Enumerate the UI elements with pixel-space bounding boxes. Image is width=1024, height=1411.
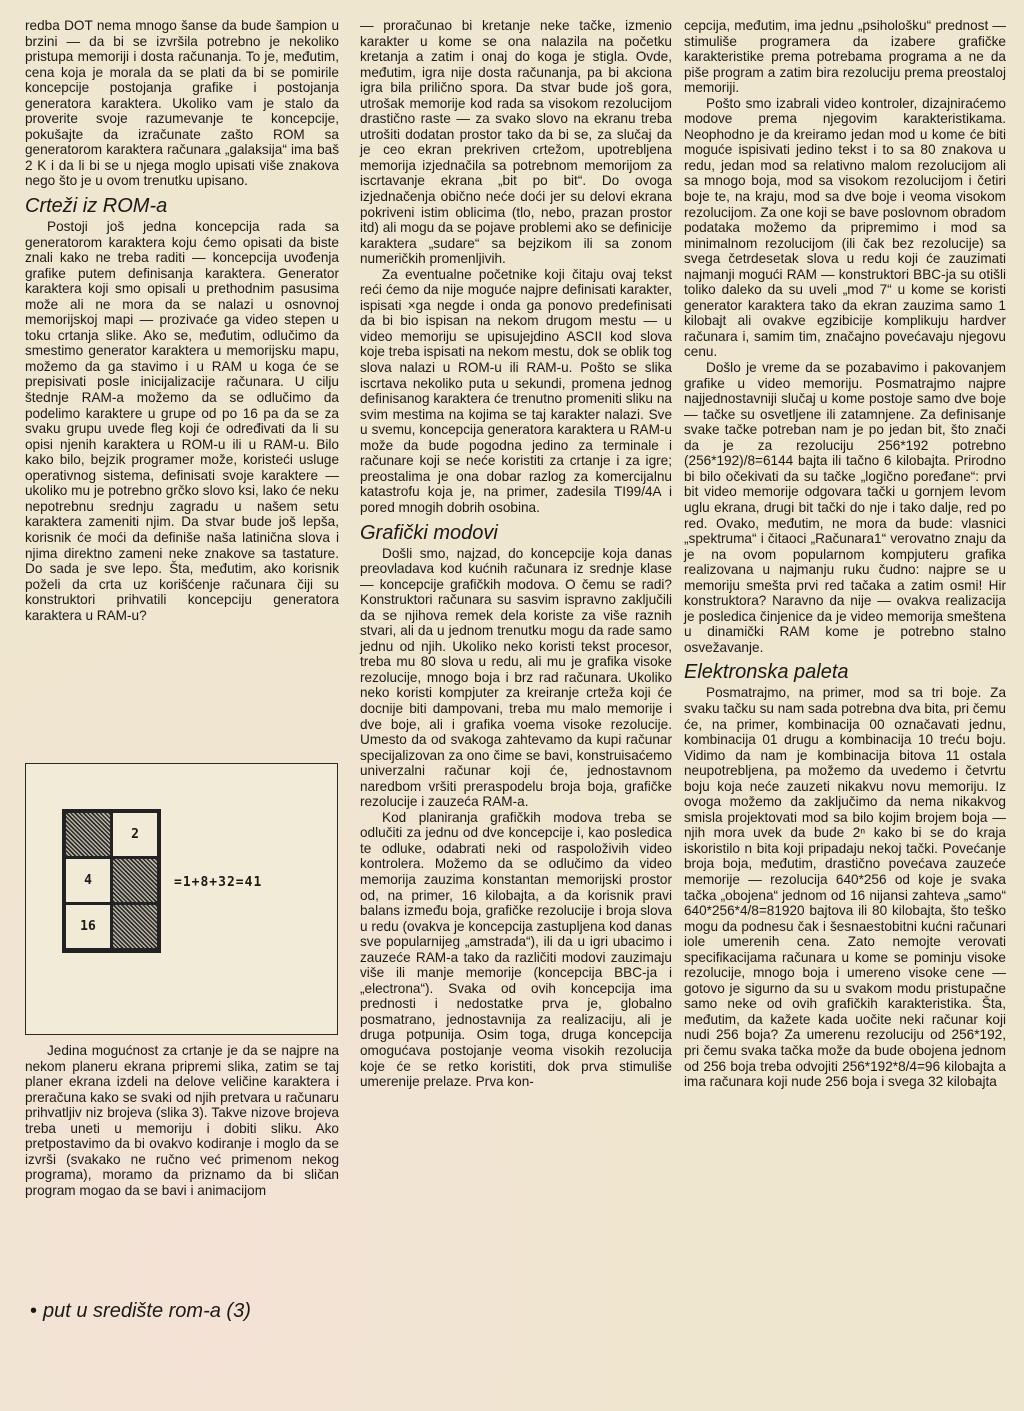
paragraph: redba DOT nema mnogo šanse da bude šampion u brzini — da bi se izvršila potrebno je nekoliko pristupa memoriji i dosta računanja. To je, međutim, cena koja je morala da se plati da bi se pomirile koncepcije postojanja grafike i postojanja generatora karaktera. Ukoliko vam je stalo da proverite svoje razumevanje te koncepcije, pokušajte da izračunate zašto ROM sa generatorom karaktera računara „galaksija“ ima baš 2 K i da li bi se u njega moglo upisati više znakova nego što je u ovom trenutku upisano. — [25, 18, 339, 189]
bullet-icon: • — [30, 1300, 38, 1322]
section-heading: Grafički modovi — [360, 521, 498, 544]
column-right — [684, 18, 1006, 1090]
paragraph: Posmatrajmo, na primer, mod sa tri boje. Za svaku tačku su nam sada potrebna dva bita, pri čemu će, na primer, kombinacija 00 označavati jednu, kombinacija 01 drugu a kombinacija 10 treću boju. Vidimo da nam je kombinacija bitova 11 ostala neupotrebljena, pa možemo da uvedemo i četvrtu boju koja neće zauzeti nikakvu novu memoriju. Iz ovoga možemo da zaključimo da nema nikakvog smisla projektovati mod sa bilo kojim brojem boja — njih mora uvek da bude 2ⁿ kako bi se do kraja iskoristilo n bita koji pripadaju nekoj tački. Povećanje broja boja, međutim, drastično povećava zauzeće memorije — rezolucija 640*256 od koje je svaka tačka „obojena“ jednom od 16 nijansi zahteva „samo“ 640*256*4/8=81920 bajtova ili 80 kilobajta, što teško mogu da podnesu čak i šesnaestobitni kućni računari iole umerenih cena. Zato nemojte verovati specifikacijama računara u kome se pominju visoke rezolucije, mnogo boja i umereno visoke cene — gotovo je sigurno da su u svakom modu pristupačne samo neke od ovih grafičkih karakteristika. Šta, međutim, da kažete kada uočite neki računar koji nudi 256 boja? Za umerenu rezoluciju od 256*192, pri čemu svaka tačka može da bude obojena jednom od 256 boja treba odvojiti 256*192*8/4=96 kilobajta a ima računara koji nude 256 boja i svega 32 kilobajta — [684, 685, 1006, 1090]
paragraph: cepcija, međutim, ima jednu „psihološku“ prednost — stimuliše programera da izabere grafičke karakteristike prema potrebama programa a ne da piše program a zatim bira rezoluciju prema preostaloj memoriji. — [684, 18, 1006, 96]
grid-cell-2: 2 — [113, 813, 157, 856]
paragraph: Za eventualne početnike koji čitaju ovaj tekst reći ćemo da nije moguće najpre definisati karakter, ispisati ×ga negde i onda ga ponovo predefinisati da bi bio ispisan na nekom drugom mestu — u video memoriju se upisujejdino ASCII kod slova koje treba ispisati na nekom mestu, dok se oblik tog slova nalazi u ROM-u ili RAM-u. Pošto se slika iscrtava nekoliko puta u sekundi, promena jednog definisanog karaktera će trenutno promeniti sliku na svim mestima na kojima se taj karakter nalazi. Sve u svemu, koncepcija generatora karaktera u RAM-u može da bude pogodna jedino za terminale i računare koji se neće koristiti za crtanje i za igre; preostalima je ona dobar razlog za komercijalnu katastrofu koja je, na primer, zadesila TI99/4A i pored mnogih dobrih osobina. — [360, 266, 672, 515]
paragraph: — proračunao bi kretanje neke tačke, izmenio karakter u kome se ona nalazila na početku kretanja a zatim i onaj do koga je stigla. Ovde, međutim, igra nije dosta računanja, pa bi akciona igra bila prilično spora. Da stvar bude još gora, utrošak memorije kod rada sa visokom rezolucijom drastično raste — za svako slovo na ekranu treba utrošiti dodatan prostor tako da bi se, za slučaj da je ceo ekran prekriven crtežom, upotrebljena memorija izjednačila sa potrebnom memorijom za iscrtavanje ekrana „bit po bit“. Do ovoga izjednačenja obično neće doći jer su delovi ekrana pokriveni istim oblicima (tlo, nebo, prazan prostor itd) ali mogu da se pojave problemi ako se definicije karaktera „sudare“ sa bejzikom ili sa zonom numeričkih promenljivih. — [360, 18, 672, 267]
paragraph: Postoji još jedna koncepcija rada sa generatorom karaktera koju ćemo opisati da biste znali kako ne treba raditi — koncepcija uvođenja grafike putem definisanja karaktera. Generator karaktera koji smo opisali u prethodnim pasusima može ali ne mora da se nalazi u osnovnoj memorijskoj mapi — prozivaće ga video stepen u toku crtanja slike. Ako se, međutim, odlučimo da smestimo generator karaktera u memorijsku mapu, možemo da ga stavimo i u RAM u koga će se prepisivati posle inicijalizacije računara. U cilju štednje RAM-a možemo da se odlučimo da podelimo karaktere u grupe od po 16 pa da se za svaku grupu uvede fleg koji će određivati da li su opisi njenih karaktera u ROM-u ili u RAM-u. Bilo kako bilo, bejzik programer može, koristeći usluge operativnog sistema, definisati svoje karaktere — ukoliko mu je potrebno grčko slovo ksi, lako će neku nepotrebnu srednju zagradu u našem setu karaktera zameniti njim. Da stvar bude još lepša, korisnik će moći da definiše naša latinična slova i njima direktno zameni neke znakove sa tastature. Do sada je sve lepo. Šta, međutim, ako korisnik poželi da crta uz korišćenje računara čiji su konstruktori prihvatili koncepciju generatora karaktera u RAM-u? — [25, 219, 339, 623]
grid-cell-filled — [66, 813, 110, 856]
section-heading: Crteži iz ROM-a — [25, 195, 168, 218]
column-middle — [360, 18, 672, 1090]
series-footer — [30, 1300, 251, 1323]
figure-3 — [25, 763, 338, 1035]
paragraph: Kod planiranja grafičkih modova treba se odlučiti za jednu od dve koncepcije i, kao posledica te odluke, odabrati neki od raspoloživih video kontrolera. Možemo da se odlučimo da video memorija zauzima konstantan memorijski prostor od, na primer, 16 kilobajta, a da korisnik pravi balans između boja, grafičke rezolucije i broja slova u redu (ovakva je koncepcija zastupljena kod danas sve popularnijeg „amstrada“), ili da u igri ubacimo i zauzeće RAM-a tako da različiti modovi zauzimaju više ili manje memorije (koncepcija BBC-ja i „electrona“). Svaka od ovih koncepcija ima prednosti i nedostatke prva je, globalno posmatrano, jednostavnija za realizaciju, ali je druga potpunija. Osim toga, druga koncepcija omogućava postojanje veoma visokih rezolucija koje će se retko koristiti, dok prva stimuliše umerenije prelaze. Prva kon- — [360, 809, 672, 1090]
paragraph: Došlo je vreme da se pozabavimo i pakovanjem grafike u video memoriju. Posmatrajmo najpre najjednostavniji slučaj u kome postoje samo dve boje — tačke su osvetljene ili zatamnjene. Za definisanje svake tačke potreban nam je po jedan bit, što znači da je za rezoluciju 256*192 potrebno (256*192)/8=6144 bajta ili tačno 6 kilobajta. Prirodno bi bilo očekivati da su tačke „logično poređane“: prvi bit video memorije odgovara tački u gornjem levom uglu ekrana, drugi bit tački do nje i tako dalje, red po red. Ovako, međutim, ne mora da bude: vlasnici „spektruma“ i čitaoci „Računara1“ verovatno znaju da je na ovom popularnom kompjuteru grafika realizovana u najmanju ruku čudno: najpre se u memoriju smešta prvi red tačaka a zatim osmi! Hir konstruktora? Naravno da nije — ovakva realizacija je posledica činjenice da je video memorija smeštena u dinamički RAM kome je potrebno stalno osvežavanje. — [684, 360, 1006, 655]
footer-text: put u središte rom-a (3) — [43, 1300, 251, 1322]
column-left — [25, 18, 339, 623]
paragraph: Pošto smo izabrali video kontroler, dizajniraćemo modove prema njegovim karakteristikama. Neophodno je da kreiramo jedan mod u kome će biti moguće ispisivati jedino tekst i to sa 80 znakova u redu, jedan mod sa relativno malom rezolucijom ali sa mnogo boja, mod sa visokom rezolucijom i četiri boje te, na kraju, mod sa dve boje i veoma visokom rezolucijom. Za one koji se bave poslovnom obradom podataka možemo da pripremimo i mod sa minimalnom rezolucijom (ili čak bez rezolucije) sa svega četrdesetak slova u redu koji će zauzimati najmanji mogući RAM — konstruktori BBC-ja su otišli toliko daleko da su uveli „mod 7“ u kome se koristi generator karaktera tako da ekran zauzima samo 1 kilobajt ali ovakve egzibicije komplikuju hardver računara i, samim tim, značajno povećavaju njegovu cenu. — [684, 95, 1006, 360]
column-left-bottom — [25, 1043, 339, 1198]
figure-equation: =1+8+32=41 — [174, 875, 263, 890]
paragraph: Jedina mogućnost za crtanje je da se najpre na nekom planeru ekrana pripremi slika, zatim se taj planer ekrana izdeli na delove veličine karaktera i preračuna kako se svaki od njih pretvara u računaru prihvatljiv niz brojeva (slika 3). Takve nizove brojeva treba uneti u memoriju i dobiti sliku. Ako pretpostavimo da bi ovakvo kodiranje i moglo da se izvrši (svakako ne ručno već primenom nekog programa), moramo da priznamo da bi sličan program mogao da se bavi i animacijom — [25, 1043, 339, 1198]
grid-cell-filled — [113, 859, 157, 902]
paragraph: Došli smo, najzad, do koncepcije koja danas preovladava kod kućnih računara iz srednje klase — koncepcije grafičkih modova. O čemu se radi? Konstruktori računara su sasvim ispravno zaključili da se njihova remek dela koriste za više raznih stvari, ali da u jednom trenutku mogu da rade samo jednu od njih. Ukoliko neko koristi tekst procesor, treba mu 80 slova u redu, ali mu je grafika visoke rezolucije, mnogo boja i brz rad računara. Ukoliko neko koristi kompjuter za kreiranje crteža koji će docnije biti dampovani, treba mu malo memorije i dve boje, ali i grafika voema visoke rezolucije. Umesto da od svakoga zahtevamo da kupi računar specijalizovan za ono čime se bavi, konstruisaćemo univerzalni računar koji će, jednostavnom naredbom vršiti preraspodelu broja boja, grafičke rezolucije i zauzeća RAM-a. — [360, 545, 672, 810]
grid-cell-16: 16 — [66, 905, 110, 948]
character-grid — [62, 809, 161, 953]
grid-cell-filled — [113, 905, 157, 948]
grid-cell-4: 4 — [66, 859, 110, 902]
section-heading: Elektronska paleta — [684, 661, 849, 684]
